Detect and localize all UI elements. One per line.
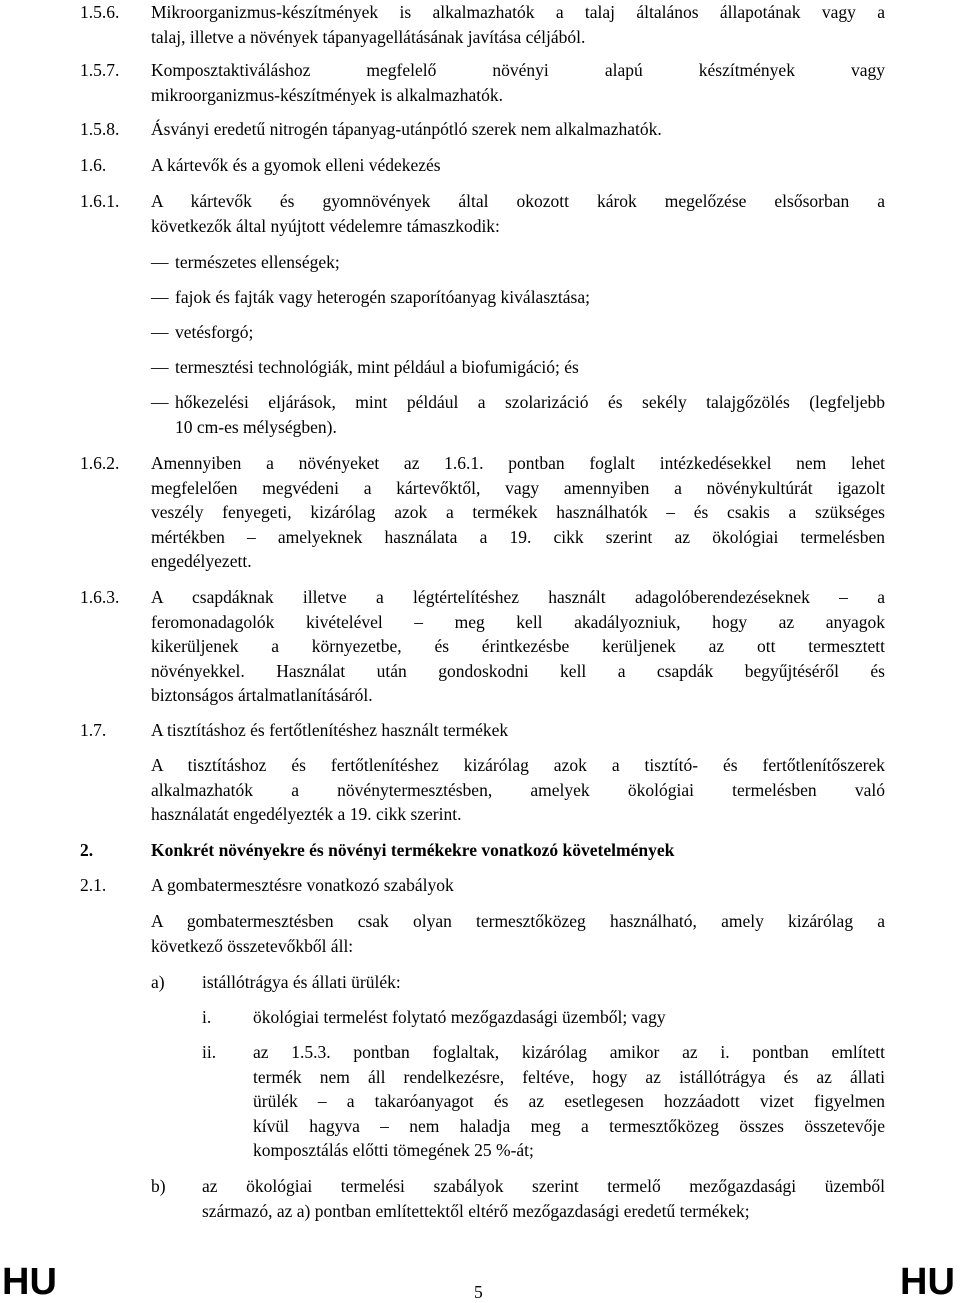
list-text: az ökológiai termelési szabályok szerint termelő mezőgazdasági üzemből <box>202 1176 885 1196</box>
list-text: komposztálás előtti tömegének 25 %-át; <box>253 1140 534 1161</box>
list-text: kívül hagyva – nem haladja meg a termesztőközeg összes összetevője <box>253 1115 885 1136</box>
section-title: A gombatermesztésre vonatkozó szabályok <box>151 875 454 895</box>
text-line: feromonadagolók kivételével – meg kell akadályozniuk, hogy az anyagok <box>151 611 885 632</box>
list-label: ii. <box>202 1042 217 1062</box>
item-number: 1.5.8. <box>80 119 120 139</box>
list-text: származó, az a) pontban említettektől eltérő mezőgazdasági eredetű termékek; <box>202 1200 750 1221</box>
section-number: 1.6. <box>80 155 107 175</box>
item-number: 1.6.3. <box>80 587 120 607</box>
dash-marker: — <box>151 287 169 307</box>
item-number: 1.5.6. <box>80 2 120 22</box>
list-text: istállótrágya és állati ürülék: <box>202 972 401 992</box>
text-line: A kártevők és gyomnövények által okozott károk megelőzése elsősorban a <box>151 191 885 211</box>
page-number: 5 <box>474 1282 483 1302</box>
text-line: A tisztításhoz és fertőtlenítéshez kizárólag azok a tisztító- és fertőtlenítőszerek <box>151 755 885 775</box>
text-line: kikerüljenek a környezetbe, és érintkezésbe kerüljenek az ott termesztett <box>151 636 885 657</box>
list-text: az 1.5.3. pontban foglaltak, kizárólag amikor az i. pontban említett <box>253 1042 885 1062</box>
item-number: 1.6.2. <box>80 453 120 473</box>
section-title: A kártevők és a gyomok elleni védekezés <box>151 155 441 175</box>
text-line: növényekkel. Használat után gondoskodni kell a csapdák begyűjtéséről és <box>151 660 885 681</box>
dash-text: fajok és fajták vagy heterogén szaporítóanyag kiválasztása; <box>175 287 590 307</box>
text-line: Mikroorganizmus-készítmények is alkalmazhatók a talaj általános állapotának vagy a <box>151 2 885 22</box>
dash-marker: — <box>151 392 169 412</box>
dash-marker: — <box>151 322 169 342</box>
dash-marker: — <box>151 252 169 272</box>
text-line: biztonságos ártalmatlanításáról. <box>151 685 373 706</box>
text-line: következők által nyújtott védelemre támaszkodik: <box>151 215 500 236</box>
text-line: engedélyezett. <box>151 551 252 572</box>
list-label: a) <box>151 972 165 992</box>
text-line: használatát engedélyezték a 19. cikk szerint. <box>151 804 462 825</box>
text-line: következő összetevőkből áll: <box>151 935 354 956</box>
text-line: Komposztaktiváláshoz megfelelő növényi alapú készítmények vagy <box>151 60 885 80</box>
text-line: megfelelően megvédeni a kártevőktől, vagy amennyiben a növénykultúrát igazolt <box>151 477 885 498</box>
section-number: 2.1. <box>80 875 107 895</box>
section-title: Konkrét növényekre és növényi termékekre vonatkozó követelmények <box>151 840 675 860</box>
list-text: ökológiai termelést folytató mezőgazdasági üzemből; vagy <box>253 1007 666 1027</box>
item-number: 1.5.7. <box>80 60 120 80</box>
text-line: veszély fenyegeti, kizárólag azok a termékek használhatók – és csakis a szükséges <box>151 502 885 523</box>
dash-text: 10 cm-es mélységben). <box>175 416 337 437</box>
list-text: ürülék – a takaróanyagot és az esetlegesen hozzáadott vizet figyelmen <box>253 1091 885 1112</box>
dash-text: termesztési technológiák, mint például a biofumigáció; és <box>175 357 579 377</box>
text-line: talaj, illetve a növények tápanyagellátásának javítása céljából. <box>151 26 586 47</box>
section-title: A tisztításhoz és fertőtlenítéshez használt termékek <box>151 720 509 740</box>
dash-text: hőkezelési eljárások, mint például a szolarizáció és sekély talajgőzölés (legfeljebb <box>175 392 885 412</box>
section-number: 2. <box>80 840 94 860</box>
dash-text: természetes ellenségek; <box>175 252 340 272</box>
text-line: Amennyiben a növényeket az 1.6.1. pontban foglalt intézkedésekkel nem lehet <box>151 453 885 473</box>
text-line: alkalmazhatók a növénytermesztésben, amelyek ökológiai termelésben való <box>151 779 885 800</box>
list-label: i. <box>202 1007 212 1027</box>
item-number: 1.6.1. <box>80 191 120 211</box>
section-number: 1.7. <box>80 720 107 740</box>
text-line: A csapdáknak illetve a légtértelítéshez használt adagolóberendezéseknek – a <box>151 587 885 607</box>
text-line: mikroorganizmus-készítmények is alkalmazhatók. <box>151 84 504 105</box>
footer-language-right: HU <box>900 1261 955 1303</box>
footer-language-left: HU <box>2 1261 57 1303</box>
dash-text: vetésforgó; <box>175 322 254 342</box>
list-label: b) <box>151 1176 166 1196</box>
text-line: A gombatermesztésben csak olyan termesztőközeg használható, amely kizárólag a <box>151 911 885 931</box>
list-text: termék nem áll rendelkezésre, feltéve, hogy az istállótrágya és az állati <box>253 1066 885 1087</box>
text-line: mértékben – amelyeknek használata a 19. cikk szerint az ökológiai termelésben <box>151 526 885 547</box>
dash-marker: — <box>151 357 169 377</box>
text-line: Ásványi eredetű nitrogén tápanyag-utánpótló szerek nem alkalmazhatók. <box>151 119 662 139</box>
